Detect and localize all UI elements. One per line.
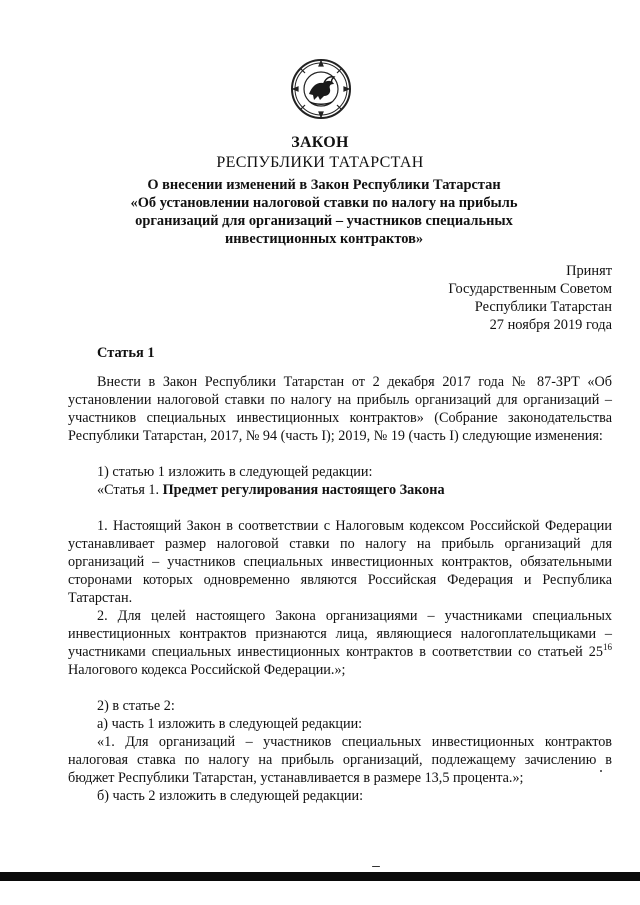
part-1-text: «1. Для организаций – участников специальных инвестиционных контрактов налоговая ставка по налогу на прибыль организаций, подлежащему зачислению в бюджет Республики Татарстан, устанавливается в размере 13,5 процента.»; xyxy=(68,734,612,786)
law-subtitle: РЕСПУБЛИКИ ТАТАРСТАН xyxy=(216,154,424,171)
article-body xyxy=(68,373,612,805)
article-1-heading xyxy=(68,481,612,499)
adoption-line: Принят xyxy=(566,263,612,279)
adoption-block xyxy=(352,262,612,334)
amendment-item-2a: а) часть 1 изложить в следующей редакции: xyxy=(97,716,363,732)
adoption-date: 27 ноября 2019 года xyxy=(489,317,612,333)
article-heading: Статья 1 xyxy=(97,345,155,361)
article-1-prefix: «Статья 1. xyxy=(97,482,163,498)
amendment-item-1: 1) статью 1 изложить в следующей редакции: xyxy=(97,464,373,480)
intro-paragraph: Внести в Закон Республики Татарстан от 2 декабря 2017 года № 87-ЗРТ «Об установлении налоговой ставки по налогу на прибыль организаций для организаций – участников специальных инвестиционных контрактов» (Собрание законодательства Республики Татарстан, 2017, № 94 (часть I); 2019, № 19 (часть I) следующие изменения: xyxy=(68,374,612,444)
adoption-line: Республики Татарстан xyxy=(474,299,612,315)
scan-bottom-edge xyxy=(0,872,640,881)
article-superscript: 16 xyxy=(603,642,612,652)
paragraph-2-end: Налогового кодекса Российской Федерации.»; xyxy=(68,662,346,678)
article-1-title: Предмет регулирования настоящего Закона xyxy=(162,482,445,498)
law-subject-line: О внесении изменений в Закон Республики Татарстан xyxy=(147,177,501,193)
law-title: ЗАКОН xyxy=(291,134,349,151)
amendment-item-2: 2) в статье 2: xyxy=(97,698,175,714)
law-subject-line: «Об установлении налоговой ставки по налогу на прибыль xyxy=(130,195,518,211)
amendment-item-2b: б) часть 2 изложить в следующей редакции: xyxy=(97,788,364,804)
scan-speck xyxy=(372,866,380,867)
paragraph-2-text: 2. Для целей настоящего Закона организациями – участниками специальных инвестиционных контрактов признаются лица, являющиеся налогоплательщиками – участниками специальных инвестиционных контрактов в соответствии со статьей 25 xyxy=(68,608,612,660)
law-title-block xyxy=(0,133,640,173)
law-subject-line: инвестиционных контрактов» xyxy=(224,231,424,247)
scan-speck xyxy=(600,770,602,772)
law-subject xyxy=(100,176,548,248)
law-subject-line: организаций для организаций – участников специальных xyxy=(135,213,513,229)
paragraph-1: 1. Настоящий Закон в соответствии с Налоговым кодексом Российской Федерации устанавливает размер налоговой ставки по налогу на прибыль организаций для организаций – участников специальных инвестиционных контрактов, обязательными сторонами которых одновременно являются Российская Федерация и Республика Татарстан. xyxy=(68,518,612,606)
paragraph-2 xyxy=(68,607,612,679)
adoption-line: Государственным Советом xyxy=(448,281,612,297)
coat-of-arms-emblem-icon xyxy=(290,58,352,120)
